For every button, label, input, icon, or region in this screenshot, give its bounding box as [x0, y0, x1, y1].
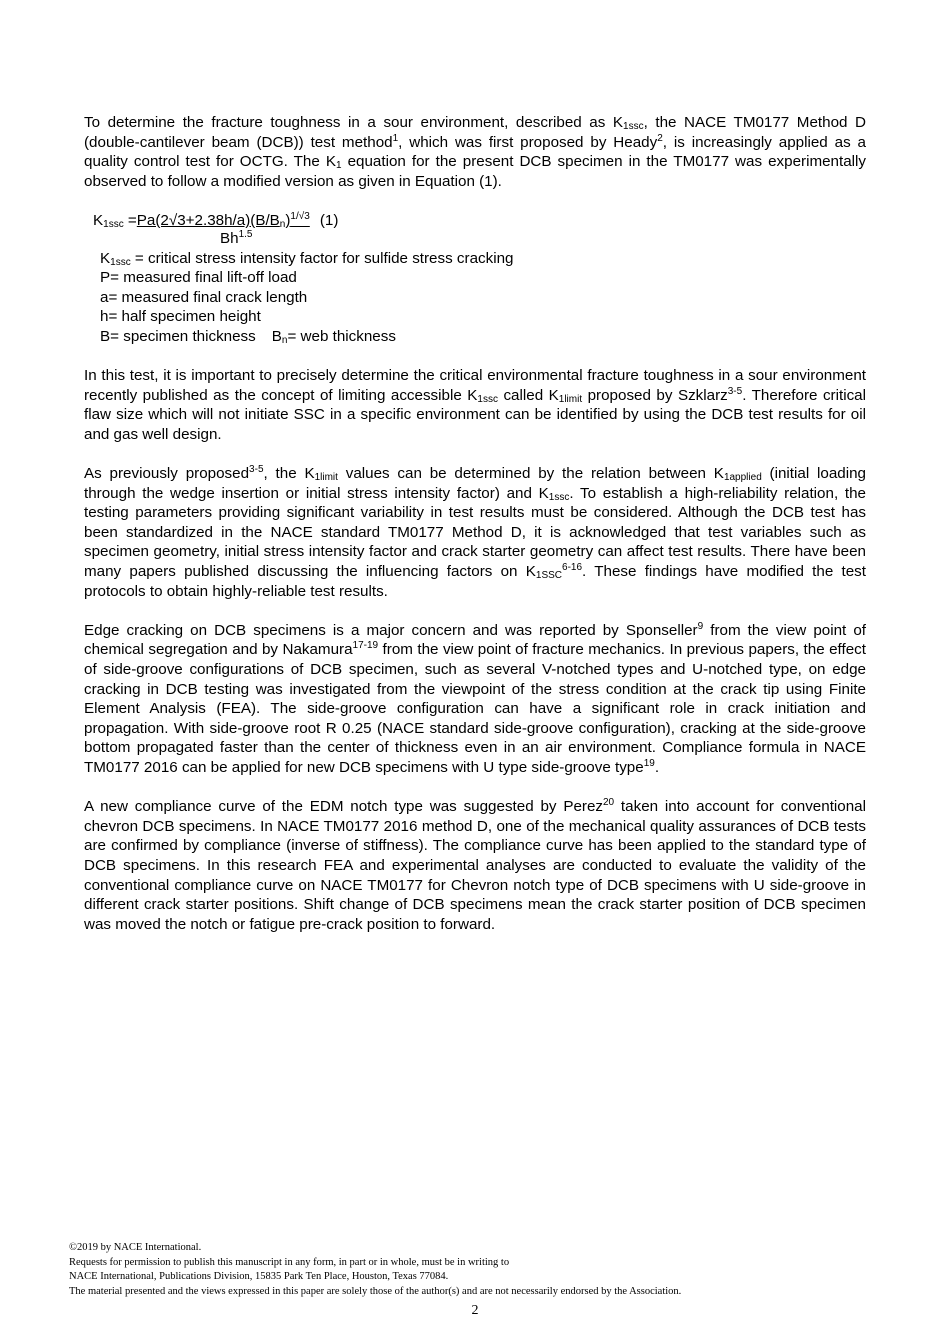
paragraph-test-parameters: As previously proposed$^{3-5}$, the $K_{1limit}$ values can be determined by the relation between $K_{1applied}$ (initial loading through the wedge insertion or initial stress intensity factor) and $K_{1ssc}$. To establish a high-reliability relation, the testing parameters providing significant variability in test results must be considered. Although the DCB test has been standardized in the NACE standard TM0177 Method D, it is acknowledged that test variables such as specimen geometry, initial stress intensity factor and crack starter geometry can affect test results. There have been many papers published discussing the influencing factors on $K_{1SSC}^{6-16}$. These findings have modified the test protocols to obtain highly-reliable test results. — [84, 464, 867, 600]
footer-permission: Requests for permission to publish this manuscript in any form, in part or in whole, must be in writing to — [69, 1256, 510, 1268]
paragraph-compliance-curve: A new compliance curve of the EDM notch type was suggested by Perez$^{20}$ taken into account for conventional chevron DCB specimens. In NACE TM0177 2016 method D, one of the mechanical quality assurances of DCB tests are confirmed by compliance (inverse of stiffness). The compliance curve has been applied to the standard type of DCB specimens. In this research FEA and experimental analyses are conducted to evaluate the validity of the conventional compliance curve on NACE TM0177 for Chevron notch type of DCB specimens with U side-groove in different crack starter positions. Shift change of DCB specimens mean the crack starter position of DCB specimen was moved the notch or fatigue pre-crack position to forward. — [84, 797, 866, 933]
equation-numerator: $Pa(2√3+2.38h/a)(B/B_n)^{1/√3}$ — [136, 210, 310, 230]
variable-a: a= measured final crack length — [100, 288, 308, 306]
variable-p: P= measured final lift-off load — [100, 269, 297, 287]
equation-denominator: $Bh^{1.5}$ — [220, 228, 253, 247]
page-number: 2 — [471, 1303, 479, 1318]
page-body — [84, 113, 866, 934]
copyright-footer — [69, 1241, 881, 1299]
paragraph-edge-cracking: Edge cracking on DCB specimens is a major concern and was reported by Sponseller$^9$ from the view point of chemical segregation and by Nakamura$^{17-19}$ from the view point of fracture mechanics. In previous papers, the effect of side-groove configurations of DCB specimen, such as several V-notched types and U-notched type, on edge cracking in DCB testing was investigated from the viewpoint of the stress condition at the crack tip using Finite Element Analysis (FEA). The side-groove configuration can have a significant role in crack initiation and propagation. With side-groove root R 0.25 (NACE standard side-groove configuration), cracking at the side-groove bottom propagated faster than the center of thickness even in an air environment. Compliance formula in NACE TM0177 2016 can be applied for new DCB specimens with U type side-groove type$^{19}$. — [84, 620, 866, 776]
footer-address: NACE International, Publications Division, 15835 Park Ten Place, Houston, Texas 77084. — [69, 1271, 449, 1282]
intro-paragraph: To determine the fracture toughness in a sour environment, described as $K_{1ssc}$, the NACE TM0177 Method D (double-cantilever beam (DCB)) test method$^1$, which was first proposed by Heady$^2$, is increasingly applied as a quality control test for OCTG. The $K_1$ equation for the present DCB specimen in the TM0177 was experimentally observed to follow a modified version as given in Equation (1). — [84, 114, 867, 190]
variable-definitions — [100, 249, 866, 347]
footer-disclaimer: The material presented and the views expressed in this paper are solely those of the author(s) and are not necessarily endorsed by the Association. — [69, 1285, 682, 1297]
variable-h: h= half specimen height — [100, 308, 261, 326]
variable-k1ssc: $K_{1ssc}$ = critical stress intensity factor for sulfide stress cracking — [100, 249, 514, 268]
variable-b: B= specimen thickness $B_n=$ web thickness — [100, 327, 396, 346]
footer-copyright: ©2019 by NACE International. — [69, 1242, 202, 1253]
equation-1: $K_{1ssc} =Pa(2√3+2.38h/a)(B/B_n)^{1/√3}$ (1) — [93, 210, 339, 230]
equation-number: (1) — [319, 211, 339, 229]
paragraph-k1limit: In this test, it is important to precisely determine the critical environmental fracture toughness in a sour environment recently published as the concept of limiting accessible $K_{1ssc}$ called $K_{1limit}$ proposed by Szklarz$^{3-5}$. Therefore critical flaw size which will not initiate SSC in a specific environment can be identified by using the DCB test results for oil and gas well design. — [84, 367, 866, 443]
